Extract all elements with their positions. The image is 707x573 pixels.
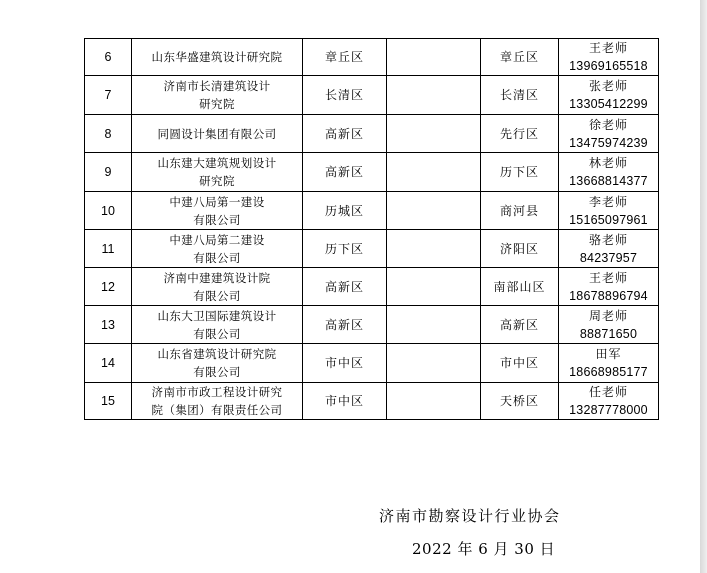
- blank-cell: [387, 344, 481, 383]
- organization-cell: [132, 306, 303, 344]
- contact-name: 田军: [595, 347, 622, 361]
- contact-phone: 18668985177: [569, 365, 648, 379]
- contact-name: 骆老师: [588, 232, 628, 247]
- contact-phone: 13287778000: [569, 403, 648, 417]
- service-district-cell: 长清区: [481, 76, 559, 115]
- row-number-cell: 14: [85, 344, 132, 383]
- contact-cell: [559, 306, 659, 344]
- organization-cell: [132, 153, 303, 192]
- organization-name-line: 山东建大建筑规划设计: [157, 156, 277, 170]
- district-cell: 长清区: [303, 76, 387, 115]
- organization-name-line: 研究院: [199, 97, 235, 111]
- organization-cell: [132, 39, 303, 76]
- blank-cell: [387, 268, 481, 306]
- row-number-cell: 15: [85, 383, 132, 420]
- table-row: [85, 153, 659, 192]
- contact-cell: [559, 115, 659, 153]
- contact-name: 林老师: [588, 156, 628, 170]
- table-row: [85, 383, 659, 420]
- contact-phone: 13969165518: [569, 59, 648, 73]
- organization-cell: [132, 344, 303, 383]
- contact-phone: 15165097961: [569, 212, 648, 227]
- contact-name: 周老师: [588, 308, 628, 323]
- organization-name-line: 山东华盛建筑设计研究院: [151, 50, 283, 64]
- district-cell: 市中区: [303, 383, 387, 420]
- footer-organization: 济南市勘察设计行业协会: [379, 507, 561, 525]
- row-number-cell: 8: [85, 115, 132, 153]
- contact-phone: 88871650: [579, 326, 638, 341]
- blank-cell: [387, 115, 481, 153]
- contact-name: 李老师: [588, 194, 628, 209]
- organization-name-line: 济南市长清建筑设计: [163, 79, 271, 93]
- district-cell: 高新区: [303, 268, 387, 306]
- organization-name-line: 有限公司: [193, 212, 241, 227]
- organization-name-line: 济南市市政工程设计研究: [151, 385, 283, 399]
- table-row: [85, 230, 659, 268]
- table-row: [85, 76, 659, 115]
- organization-name-line: 山东省建筑设计研究院: [157, 347, 277, 361]
- contact-phone: 84237957: [579, 250, 638, 265]
- contact-cell: [559, 153, 659, 192]
- service-district-cell: 历下区: [481, 153, 559, 192]
- row-number-cell: 6: [85, 39, 132, 76]
- district-cell: 章丘区: [303, 39, 387, 76]
- table-body: [85, 39, 659, 420]
- row-number-cell: 9: [85, 153, 132, 192]
- table-row: [85, 39, 659, 76]
- organization-cell: [132, 268, 303, 306]
- district-cell: 高新区: [303, 306, 387, 344]
- contact-name: 王老师: [588, 270, 628, 285]
- blank-cell: [387, 153, 481, 192]
- service-district-cell: 高新区: [481, 306, 559, 344]
- contact-phone: 13475974239: [569, 135, 648, 150]
- service-district-cell: 天桥区: [481, 383, 559, 420]
- organization-name-line: 同圆设计集团有限公司: [157, 126, 277, 141]
- table-row: [85, 192, 659, 230]
- organization-name-line: 有限公司: [193, 288, 241, 303]
- contact-cell: [559, 344, 659, 383]
- organization-cell: [132, 230, 303, 268]
- contact-name: 徐老师: [588, 117, 628, 132]
- service-district-cell: 商河县: [481, 192, 559, 230]
- table-row: [85, 306, 659, 344]
- blank-cell: [387, 192, 481, 230]
- blank-cell: [387, 39, 481, 76]
- page-edge-shadow: [700, 0, 707, 573]
- organization-name-line: 有限公司: [193, 326, 241, 341]
- table-row: [85, 268, 659, 306]
- designer-list-table: [84, 38, 659, 420]
- organization-name-line: 有限公司: [193, 250, 241, 265]
- service-district-cell: 章丘区: [481, 39, 559, 76]
- service-district-cell: 南部山区: [481, 268, 559, 306]
- district-cell: 高新区: [303, 153, 387, 192]
- row-number-cell: 12: [85, 268, 132, 306]
- service-district-cell: 济阳区: [481, 230, 559, 268]
- table-row: [85, 115, 659, 153]
- contact-phone: 18678896794: [569, 288, 648, 303]
- district-cell: 市中区: [303, 344, 387, 383]
- district-cell: 高新区: [303, 115, 387, 153]
- district-cell: 历城区: [303, 192, 387, 230]
- blank-cell: [387, 306, 481, 344]
- organization-name-line: 山东大卫国际建筑设计: [157, 308, 277, 323]
- service-district-cell: 先行区: [481, 115, 559, 153]
- district-cell: 历下区: [303, 230, 387, 268]
- organization-name-line: 中建八局第一建设: [169, 194, 265, 209]
- organization-name-line: 有限公司: [193, 365, 241, 379]
- contact-cell: [559, 268, 659, 306]
- footer-date: 2022 年 6 月 30 日: [412, 540, 556, 558]
- contact-cell: [559, 383, 659, 420]
- blank-cell: [387, 230, 481, 268]
- contact-phone: 13305412299: [569, 97, 648, 111]
- row-number-cell: 10: [85, 192, 132, 230]
- row-number-cell: 11: [85, 230, 132, 268]
- organization-cell: [132, 76, 303, 115]
- organization-name-line: 研究院: [199, 174, 235, 188]
- contact-name: 王老师: [588, 41, 628, 55]
- blank-cell: [387, 383, 481, 420]
- contact-cell: [559, 76, 659, 115]
- organization-name-line: 济南中建建筑设计院: [163, 270, 271, 285]
- contact-cell: [559, 230, 659, 268]
- organization-cell: [132, 115, 303, 153]
- service-district-cell: 市中区: [481, 344, 559, 383]
- row-number-cell: 7: [85, 76, 132, 115]
- organization-name-line: 中建八局第二建设: [169, 232, 265, 247]
- organization-cell: [132, 192, 303, 230]
- contact-name: 张老师: [588, 79, 628, 93]
- row-number-cell: 13: [85, 306, 132, 344]
- contact-cell: [559, 39, 659, 76]
- table-row: [85, 344, 659, 383]
- contact-name: 任老师: [588, 385, 628, 399]
- contact-phone: 13668814377: [569, 174, 648, 188]
- organization-cell: [132, 383, 303, 420]
- organization-name-line: 院（集团）有限责任公司: [151, 403, 283, 417]
- blank-cell: [387, 76, 481, 115]
- contact-cell: [559, 192, 659, 230]
